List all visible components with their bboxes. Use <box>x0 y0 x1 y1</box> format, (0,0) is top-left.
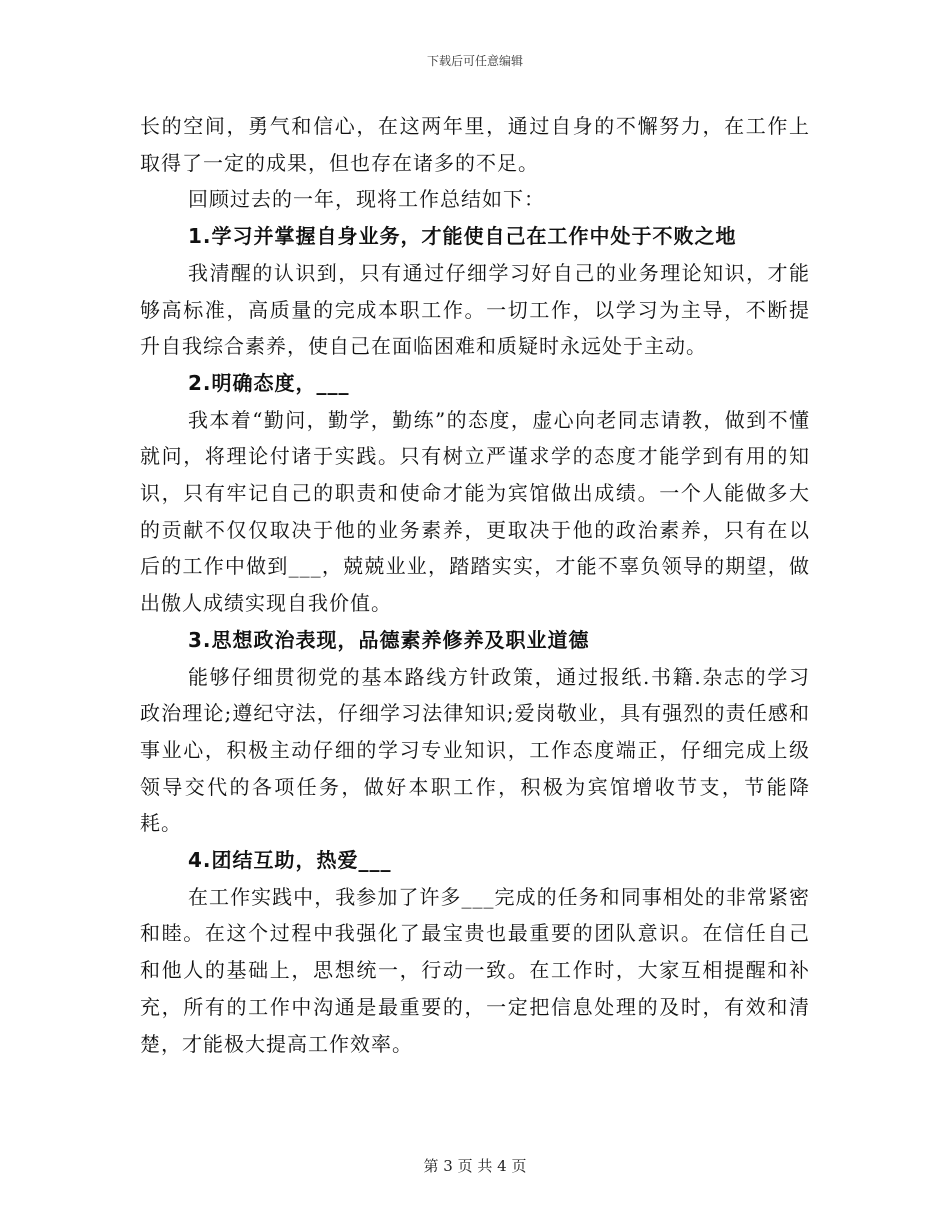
section-heading-4: 4.团结互助，热爱___ <box>188 848 392 873</box>
section-heading-1: 1.学习并掌握自身业务，才能使自己在工作中处于不败之地 <box>188 224 737 249</box>
page-header: 下载后可任意编辑 <box>426 54 523 68</box>
section-heading-3: 3.思想政治表现，品德素养修养及职业道德 <box>188 627 590 652</box>
paragraph-section-2: 我本着“勤问，勤学，勤练”的态度，虚心向老同志请教，做到不懂就问，将理论付诸于实践。只有树立严谨求学的态度才能学到有用的知识，只有牢记自己的职责和使命才能为宾馆做出成绩。一个人能做多大的贡献不仅仅取决于他的业务素养，更取决于他的政治素养，只有在以后的工作中做到___，兢兢业业，踏踏实实，才能不辜负领导的期望，做出傲人成绩实现自我价值。 <box>140 407 810 616</box>
paragraph-continuation: 长的空间，勇气和信心，在这两年里，通过自身的不懈努力，在工作上取得了一定的成果，但也存在诸多的不足。 <box>140 114 810 175</box>
paragraph-section-4: 在工作实践中，我参加了许多___完成的任务和同事相处的非常紧密和睦。在这个过程中我强化了最宝贵也最重要的团队意识。在信任自己和他人的基础上，思想统一，行动一致。在工作时，大家互相提醒和补充，所有的工作中沟通是最重要的，一定把信息处理的及时，有效和清楚，才能极大提高工作效率。 <box>140 884 810 1056</box>
page-number-footer: 第 3 页 共 4 页 <box>423 1157 527 1175</box>
paragraph-intro: 回顾过去的一年，现将工作总结如下： <box>188 187 545 212</box>
section-heading-2: 2.明确态度，___ <box>188 370 350 395</box>
paragraph-section-3: 能够仔细贯彻党的基本路线方针政策，通过报纸.书籍.杂志的学习政治理论;遵纪守法，仔细学习法律知识;爱岗敬业，具有强烈的责任感和事业心，积极主动仔细的学习专业知识，工作态度端正，仔细完成上级领导交代的各项任务，做好本职工作，积极为宾馆增收节支，节能降耗。 <box>140 664 810 836</box>
document-body <box>140 108 810 1062</box>
paragraph-section-1: 我清醒的认识到，只有通过仔细学习好自己的业务理论知识，才能够高标准，高质量的完成本职工作。一切工作，以学习为主导，不断提升自我综合素养，使自己在面临困难和质疑时永远处于主动。 <box>140 260 810 359</box>
